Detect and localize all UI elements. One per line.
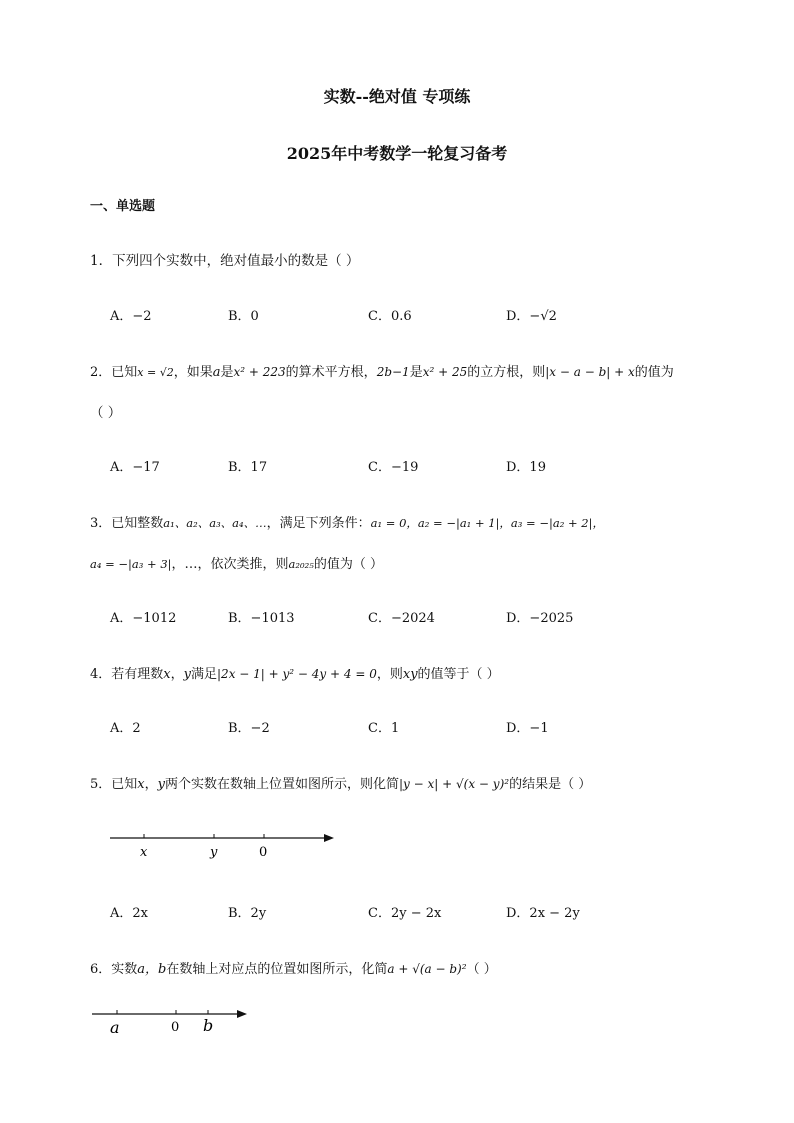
q3-part: ，满足下列条件：: [266, 516, 371, 531]
q6-part: 在数轴上对应点的位置如图所示，化简: [166, 962, 388, 977]
q2-part: 的立方根，则: [467, 365, 546, 380]
question-1-option-d: D．−√2: [506, 309, 557, 324]
question-1-option-c: C．0.6: [368, 309, 412, 324]
q2-math-a: a: [212, 365, 221, 380]
question-5-option-b: B．2y: [228, 906, 267, 921]
page-title: 实数--绝对值 专项练: [323, 87, 471, 106]
section-heading: 一、单选题: [90, 199, 156, 214]
q4-part: 的值等于（ ）: [417, 667, 500, 682]
q3-math-a2025: a₂₀₂₅: [288, 557, 314, 571]
q5-part: 两个实数在数轴上位置如图所示，则化简: [165, 777, 400, 792]
question-3-option-c: C．−2024: [368, 611, 435, 626]
q5-math-y: y: [157, 777, 165, 792]
q3-part: ，…，依次类推，则: [171, 557, 289, 572]
question-1-text: 1．下列四个实数中，绝对值最小的数是（ ）: [90, 253, 360, 269]
q5-part: 5．已知: [90, 777, 138, 792]
tick-label-y: y: [210, 845, 218, 860]
q4-part: ，: [170, 667, 184, 682]
question-5-option-a: A．2x: [110, 906, 148, 921]
question-4-option-c: C．1: [368, 721, 400, 736]
question-3-option-d: D．−2025: [506, 611, 574, 626]
q2-part: 的值为: [634, 365, 674, 380]
q5-part: 的结果是（ ）: [509, 777, 592, 792]
q2-part: 是: [220, 365, 234, 380]
q2-part: 2．已知: [90, 365, 138, 380]
q6-math-expression: a + √(a − b)²: [387, 962, 467, 976]
tick-label-a: a: [110, 1018, 120, 1037]
question-4-option-b: B．−2: [228, 721, 270, 736]
question-4-option-a: A．2: [110, 721, 141, 736]
tick-label-x: x: [140, 845, 148, 860]
q6-part: （ ）: [466, 962, 497, 977]
q5-math-expression: |y − x| + √(x − y)²: [399, 777, 510, 791]
question-5-option-c: C．2y − 2x: [368, 906, 442, 921]
q2-math-x: x = √2: [137, 366, 174, 379]
q2-math-expr2: 2b−1: [376, 365, 410, 379]
q2-math-expr1: x² + 223: [233, 365, 286, 379]
tick-label-b: b: [203, 1016, 214, 1035]
question-2-option-a: A．−17: [110, 460, 160, 475]
q3-math-conditions: a₁ = 0，a₂ = −|a₁ + 1|，a₃ = −|a₂ + 2|，: [370, 516, 604, 530]
q2-part: 是: [409, 365, 423, 380]
question-3-option-b: B．−1013: [228, 611, 295, 626]
q6-math-ab: a，b: [137, 962, 167, 977]
question-2-option-c: C．−19: [368, 460, 419, 475]
question-2-bracket: （ ）: [90, 405, 122, 421]
q4-math-x: x: [163, 667, 171, 682]
q2-part: 的算术平方根，: [285, 365, 377, 380]
q3-math-a4: a₄ = −|a₃ + 3|: [90, 557, 172, 571]
question-2-option-d: D．19: [506, 460, 546, 475]
q4-part: 满足: [191, 667, 218, 682]
q6-part: 6．实数: [90, 962, 138, 977]
question-1-option-b: B．0: [228, 309, 259, 324]
q2-math-expr4: |x − a − b| + x: [545, 365, 635, 379]
question-3-option-a: A．−1012: [110, 611, 177, 626]
q4-part: ，则: [376, 667, 403, 682]
q4-math-y: y: [183, 667, 191, 682]
q3-part: 的值为（ ）: [313, 557, 383, 572]
q2-math-expr3: x² + 25: [422, 365, 468, 379]
q5-part: ，: [144, 777, 158, 792]
question-4-option-d: D．−1: [506, 721, 549, 736]
q3-part: 3．已知整数: [90, 516, 164, 531]
q4-part: 4．若有理数: [90, 667, 164, 682]
question-1-option-a: A．−2: [110, 309, 152, 324]
tick-label-zero: 0: [171, 1020, 180, 1035]
page-subtitle: 2025年中考数学一轮复习备考: [286, 144, 508, 163]
q3-math-seq: a₁、a₂、a₃、a₄、…: [163, 516, 267, 530]
number-line-arrow: [237, 1010, 247, 1018]
tick-label-zero: 0: [259, 845, 268, 860]
q4-math-xy: xy: [402, 667, 418, 682]
q4-math-equation: |2x − 1| + y² − 4y + 4 = 0: [217, 667, 377, 681]
question-2-option-b: B．17: [228, 460, 268, 475]
q5-math-x: x: [137, 777, 145, 792]
question-5-option-d: D．2x − 2y: [506, 906, 580, 921]
q2-part: ，如果: [173, 365, 213, 380]
